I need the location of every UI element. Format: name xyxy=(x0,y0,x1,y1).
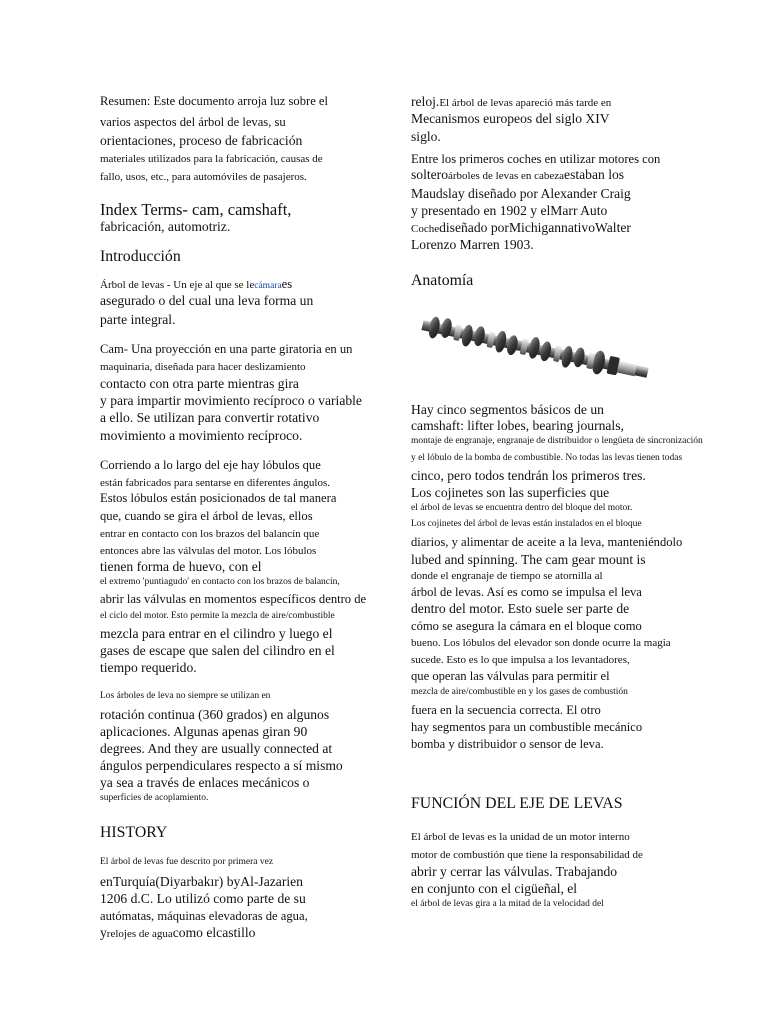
paragraph-line: entrar en contacto con los brazos del balancín que xyxy=(100,528,320,540)
paragraph-line: Lorenzo Marren 1903. xyxy=(411,237,534,252)
abstract-line: materiales utilizados para la fabricación, causas de xyxy=(100,153,323,165)
paragraph-line: superficies de acoplamiento. xyxy=(100,793,209,803)
paragraph-line: lubed and spinning. The cam gear mount is xyxy=(411,552,646,567)
paragraph-line: yrelojes de aguacomo elcastillo xyxy=(100,925,256,940)
paragraph-line: que operan las válvulas para permitir el xyxy=(411,669,610,683)
paragraph-line: que, cuando se gira el árbol de levas, ellos xyxy=(100,509,313,523)
paragraph-line: tiempo requerido. xyxy=(100,660,197,675)
abstract-line: fallo, usos, etc., para automóviles de pasajeros. xyxy=(100,171,307,183)
paragraph-line: tienen forma de huevo, con el xyxy=(100,559,262,574)
paragraph-line: Hay cinco segmentos básicos de un xyxy=(411,402,604,417)
camara-link[interactable]: cámara xyxy=(254,281,282,291)
definition-line: a ello. Se utilizan para convertir rotativo xyxy=(100,410,320,425)
paragraph-line: mezcla para entrar en el cilindro y luego el xyxy=(100,626,333,641)
definition-line: parte integral. xyxy=(100,312,176,327)
paragraph-line: cómo se asegura la cámara en el bloque como xyxy=(411,619,642,633)
paragraph-line: árbol de levas. Así es como se impulsa el leva xyxy=(411,585,642,599)
paragraph-line: El árbol de levas fue descrito por primera vez xyxy=(100,857,274,867)
paragraph-line: Corriendo a lo largo del eje hay lóbulos que xyxy=(100,458,321,472)
paragraph-line: el ciclo del motor. Esto permite la mezcla de aire/combustible xyxy=(100,611,335,621)
paragraph-line: y presentado en 1902 y elMarr Auto xyxy=(411,203,608,218)
section-heading-anatomia: Anatomía xyxy=(411,272,474,289)
paragraph-line: fuera en la secuencia correcta. El otro xyxy=(411,703,601,717)
section-heading-funcion: FUNCIÓN DEL EJE DE LEVAS xyxy=(411,795,623,812)
paragraph-line: Los árboles de leva no siempre se utilizan en xyxy=(100,691,271,701)
paragraph-line: autómatas, máquinas elevadoras de agua, xyxy=(100,909,308,923)
paragraph-line: hay segmentos para un combustible mecánico xyxy=(411,720,643,734)
paragraph-line: 1206 d.C. Lo utilizó como parte de su xyxy=(100,891,306,906)
definition-line: maquinaria, diseñada para hacer deslizamiento xyxy=(100,361,306,373)
index-terms-line: fabricación, automotriz. xyxy=(100,219,231,234)
abstract-line: varios aspectos del árbol de levas, su xyxy=(100,115,286,129)
definition-line: y para impartir movimiento recíproco o variable xyxy=(100,393,362,408)
paragraph-line: gases de escape que salen del cilindro en el xyxy=(100,643,335,658)
paragraph-line: abrir las válvulas en momentos específicos dentro de xyxy=(100,592,367,606)
camshaft-photo xyxy=(414,306,656,392)
section-heading-history: HISTORY xyxy=(100,824,168,841)
paragraph-line: aplicaciones. Algunas apenas giran 90 xyxy=(100,724,308,739)
definition-line: movimiento a movimiento recíproco. xyxy=(100,428,303,443)
paragraph-line: Estos lóbulos están posicionados de tal manera xyxy=(100,491,337,505)
definition-line: Cam- Una proyección en una parte giratoria en un xyxy=(100,342,353,356)
paragraph-line: diarios, y alimentar de aceite a la leva, manteniéndolo xyxy=(411,535,683,549)
paragraph-line: están fabricados para sentarse en diferentes ángulos. xyxy=(100,477,330,489)
paragraph-line: donde el engranaje de tiempo se atornilla al xyxy=(411,570,603,582)
paragraph-line: dentro del motor. Esto suele ser parte de xyxy=(411,601,630,616)
paragraph-line: Los cojinetes son las superficies que xyxy=(411,485,610,500)
paragraph-line: motor de combustión que tiene la responsabilidad de xyxy=(411,849,643,861)
paragraph-line: Los cojinetes del árbol de levas están instalados en el bloque xyxy=(411,519,642,529)
paragraph-line: abrir y cerrar las válvulas. Trabajando xyxy=(411,864,618,879)
definition-line: asegurado o del cual una leva forma un xyxy=(100,293,314,308)
paragraph-line: el árbol de levas se encuentra dentro del bloque del motor. xyxy=(411,503,633,513)
paragraph-line: enTurquía(Diyarbakır) byAl-Jazarien xyxy=(100,874,303,889)
paragraph-line: bueno. Los lóbulos del elevador son donde ocurre la magia xyxy=(411,637,671,649)
paragraph-line: montaje de engranaje, engranaje de distribuidor o lengüeta de sincronización xyxy=(411,436,703,446)
section-heading-introduccion: Introducción xyxy=(100,248,181,265)
paragraph-line: solteroárboles de levas en cabezaestaban los xyxy=(411,167,625,182)
paragraph-line: rotación continua (360 grados) en algunos xyxy=(100,707,330,722)
paragraph-line: siglo. xyxy=(411,129,441,144)
index-terms-line: Index Terms- cam, camshaft, xyxy=(100,200,292,219)
paragraph-line: reloj.El árbol de levas apareció más tarde en xyxy=(411,94,612,109)
abstract-line: orientaciones, proceso de fabricación xyxy=(100,133,303,148)
paragraph-line: Entre los primeros coches en utilizar motores con xyxy=(411,152,661,166)
paragraph-line: degrees. And they are usually connected at xyxy=(100,741,333,756)
paragraph-line: el árbol de levas gira a la mitad de la velocidad del xyxy=(411,899,604,909)
paragraph-line: en conjunto con el cigüeñal, el xyxy=(411,881,578,896)
definition-line: contacto con otra parte mientras gira xyxy=(100,376,299,391)
paragraph-line: ángulos perpendiculares respecto a sí mismo xyxy=(100,758,343,773)
paragraph-line: ya sea a través de enlaces mecánicos o xyxy=(100,775,310,790)
definition-line: Árbol de levas - Un eje al que se lecámaraes xyxy=(100,277,293,291)
paragraph-line: Maudslay diseñado por Alexander Craig xyxy=(411,186,631,201)
paragraph-line: cinco, pero todos tendrán los primeros tres. xyxy=(411,468,646,483)
paragraph-line: Cochediseñado porMichigannativoWalter xyxy=(411,220,631,235)
paragraph-line: Mecanismos europeos del siglo XIV xyxy=(411,111,610,126)
paragraph-line: bomba y distribuidor o sensor de leva. xyxy=(411,737,604,751)
paragraph-line: entonces abre las válvulas del motor. Los lóbulos xyxy=(100,545,317,557)
paragraph-line: y el lóbulo de la bomba de combustible. No todas las levas tienen todas xyxy=(411,453,683,463)
paragraph-line: sucede. Esto es lo que impulsa a los levantadores, xyxy=(411,654,630,666)
paragraph-line: mezcla de aire/combustible en y los gases de combustión xyxy=(411,687,628,697)
paragraph-line: camshaft: lifter lobes, bearing journals, xyxy=(411,418,624,433)
paragraph-line: el extremo 'puntiagudo' en contacto con los brazos de balancín, xyxy=(100,577,340,587)
paragraph-line: El árbol de levas es la unidad de un motor interno xyxy=(411,831,630,843)
abstract-line: Resumen: Este documento arroja luz sobre el xyxy=(100,94,329,108)
